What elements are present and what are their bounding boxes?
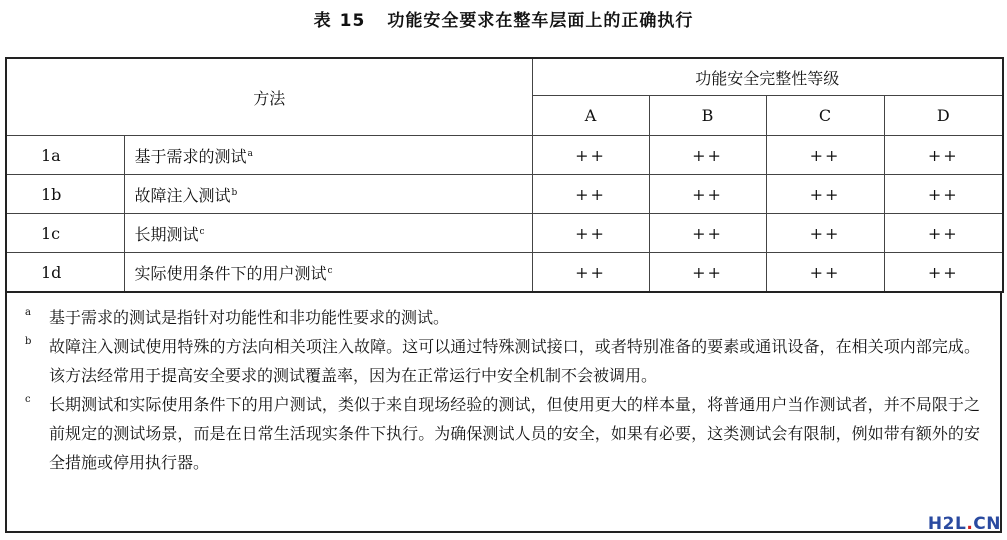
row-method: 基于需求的测试$^a$ (124, 136, 532, 175)
row-id: 1d (6, 253, 124, 293)
title-label: 表 (313, 11, 332, 31)
footnote-text: 基于需求的测试是指针对功能性和非功能性要求的测试。 (49, 308, 450, 327)
title-number: 15 (339, 11, 366, 31)
footnote-text: 长期测试和实际使用条件下的用户测试，类似于来自现场经验的测试，但使用更大的样本量，将普通用户当作测试者，并不局限于之前规定的测试场景，而是在日常生活现实条件下执行。为确保测试人员的安全，如果有必要，这类测试会有限制，例如带有额外的安全措施或停用执行器。 (49, 395, 980, 472)
level-header-c: C (766, 96, 884, 136)
footnote-b (25, 332, 980, 390)
cell-value: ++ (884, 214, 1003, 253)
watermark-logo: H2L.CN (927, 514, 1001, 534)
footnote-ref: c (199, 226, 205, 237)
level-header-d: D (884, 96, 1003, 136)
cell-value: ++ (649, 175, 766, 214)
table-row (6, 214, 1003, 253)
footnote-ref: c (327, 265, 333, 276)
level-header-b: B (649, 96, 766, 136)
cell-value: ++ (532, 214, 649, 253)
table-row (6, 175, 1003, 214)
footnote-ref: a (247, 148, 253, 159)
footnote-a (25, 303, 980, 332)
row-method: 故障注入测试$^b$ (124, 175, 532, 214)
table-row (6, 136, 1003, 175)
footnote-c (25, 390, 980, 477)
cell-value: ++ (766, 253, 884, 293)
cell-value: ++ (884, 175, 1003, 214)
cell-value: ++ (532, 175, 649, 214)
row-id: 1b (6, 175, 124, 214)
asil-header: 功能安全完整性等级 (532, 58, 1003, 96)
footnote-mark: b (25, 336, 32, 347)
row-method: 实际使用条件下的用户测试$^c$ (124, 253, 532, 293)
row-id: 1a (6, 136, 124, 175)
cell-value: ++ (766, 175, 884, 214)
footnote-mark: a (25, 307, 31, 318)
title-text: 功能安全要求在整车层面上的正确执行 (387, 11, 694, 31)
footnotes (5, 293, 1002, 533)
cell-value: ++ (532, 136, 649, 175)
footnote-text: 故障注入测试使用特殊的方法向相关项注入故障。这可以通过特殊测试接口，或者特别准备的要素或通讯设备，在相关项内部完成。该方法经常用于提高安全要求的测试覆盖率，因为在正常运行中安全机制不会被调用。 (49, 337, 980, 385)
cell-value: ++ (766, 214, 884, 253)
asil-method-table (5, 57, 1004, 293)
cell-value: ++ (649, 136, 766, 175)
footnote-ref: b (231, 187, 238, 198)
cell-value: ++ (649, 214, 766, 253)
cell-value: ++ (766, 136, 884, 175)
cell-value: ++ (532, 253, 649, 293)
row-id: 1c (6, 214, 124, 253)
table-title (0, 6, 1007, 31)
cell-value: ++ (884, 136, 1003, 175)
row-method: 长期测试$^c$ (124, 214, 532, 253)
cell-value: ++ (649, 253, 766, 293)
table-row (6, 253, 1003, 293)
method-header: 方法 (6, 58, 532, 136)
footnote-mark: c (25, 394, 31, 405)
level-header-a: A (532, 96, 649, 136)
cell-value: ++ (884, 253, 1003, 293)
